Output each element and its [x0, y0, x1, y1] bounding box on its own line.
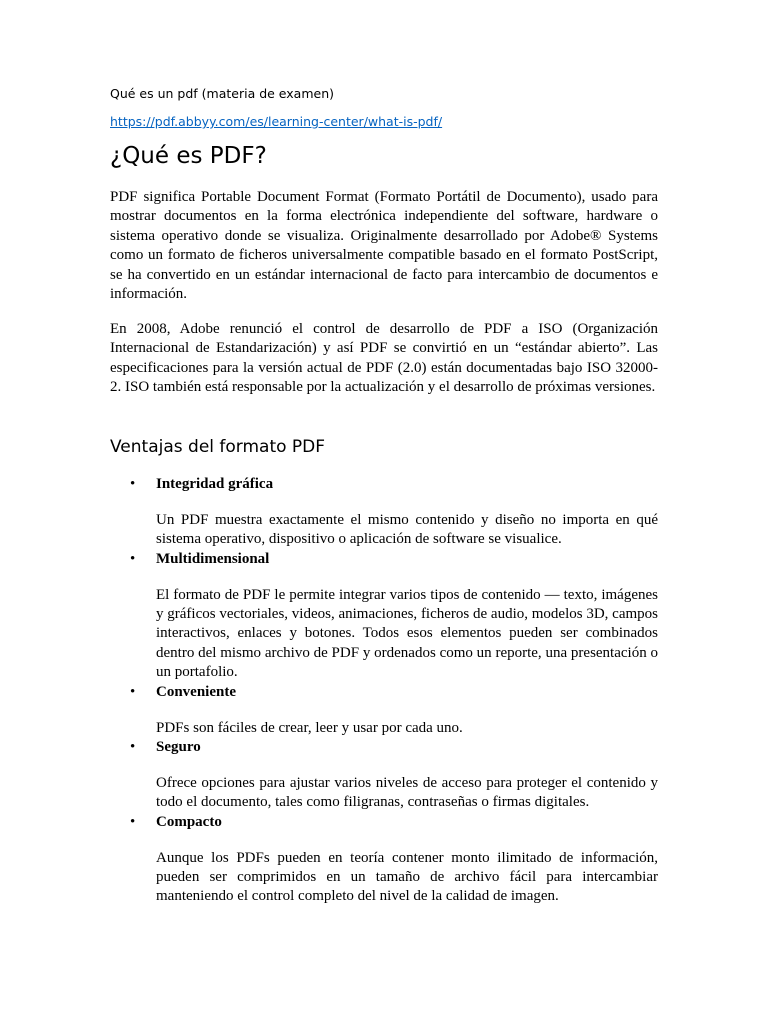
list-item: [110, 475, 658, 550]
list-item: [110, 813, 658, 907]
advantage-name: Seguro: [156, 738, 201, 755]
bullet-icon: •: [130, 476, 136, 492]
bullet-icon: •: [130, 683, 136, 700]
advantage-description: Un PDF muestra exactamente el mismo contenido y diseño no importa en qué sistema operativo, dispositivo o aplicación de software se visualice.: [156, 511, 658, 548]
document-subject: Qué es un pdf (materia de examen): [110, 86, 335, 101]
bullet-icon: •: [130, 738, 136, 755]
page-title: ¿Qué es PDF?: [110, 143, 267, 169]
bullet-icon: •: [130, 550, 136, 567]
section-heading: Ventajas del formato PDF: [110, 437, 326, 457]
advantage-name: Integridad gráfica: [156, 476, 274, 492]
bullet-icon: •: [130, 813, 136, 830]
list-item: [110, 683, 658, 738]
advantage-description: Ofrece opciones para ajustar varios niveles de acceso para proteger el contenido y todo el documento, tales como filigranas, contraseñas o firmas digitales.: [156, 774, 658, 811]
advantage-description: El formato de PDF le permite integrar varios tipos de contenido — texto, imágenes y gráficos vectoriales, videos, animaciones, ficheros de audio, modelos 3D, campos interactivos, enlaces y botones. Todos esos elementos pueden ser combinados dentro del mismo archivo de PDF y ordenados como un reporte, una presentación o un portafolio.: [156, 586, 658, 681]
advantage-name: Conveniente: [156, 683, 236, 700]
list-item: [110, 550, 658, 683]
advantage-description: PDFs son fáciles de crear, leer y usar por cada uno.: [156, 719, 463, 736]
source-link[interactable]: https://pdf.abbyy.com/es/learning-center/what-is-pdf/: [110, 114, 443, 129]
advantages-list: [110, 475, 658, 907]
intro-paragraph: PDF significa Portable Document Format (Formato Portátil de Documento), usado para mostrar documentos en la forma electrónica independiente del software, hardware o sistema operativo donde se visualiza. Originalmente desarrollado por Adobe® Systems como un formato de ficheros universalmente compatible basado en el formato PostScript, se ha convertido en un estándar internacional de facto para intercambio de documentos e información.: [110, 189, 658, 303]
list-item: [110, 738, 658, 813]
history-paragraph: En 2008, Adobe renunció el control de desarrollo de PDF a ISO (Organización Internacional de Estandarización) y así PDF se convirtió en un “estándar abierto”. Las especificaciones para la versión actual de PDF (2.0) están documentadas bajo ISO 32000-2. ISO también está responsable por la actualización y el desarrollo de próximas versiones.: [110, 321, 658, 396]
advantage-name: Multidimensional: [156, 550, 270, 567]
advantage-description: Aunque los PDFs pueden en teoría contener monto ilimitado de información, pueden ser comprimidos en un tamaño de archivo fácil para intercambiar manteniendo el control completo del nivel de la calidad de imagen.: [156, 849, 658, 905]
advantage-name: Compacto: [156, 813, 222, 830]
